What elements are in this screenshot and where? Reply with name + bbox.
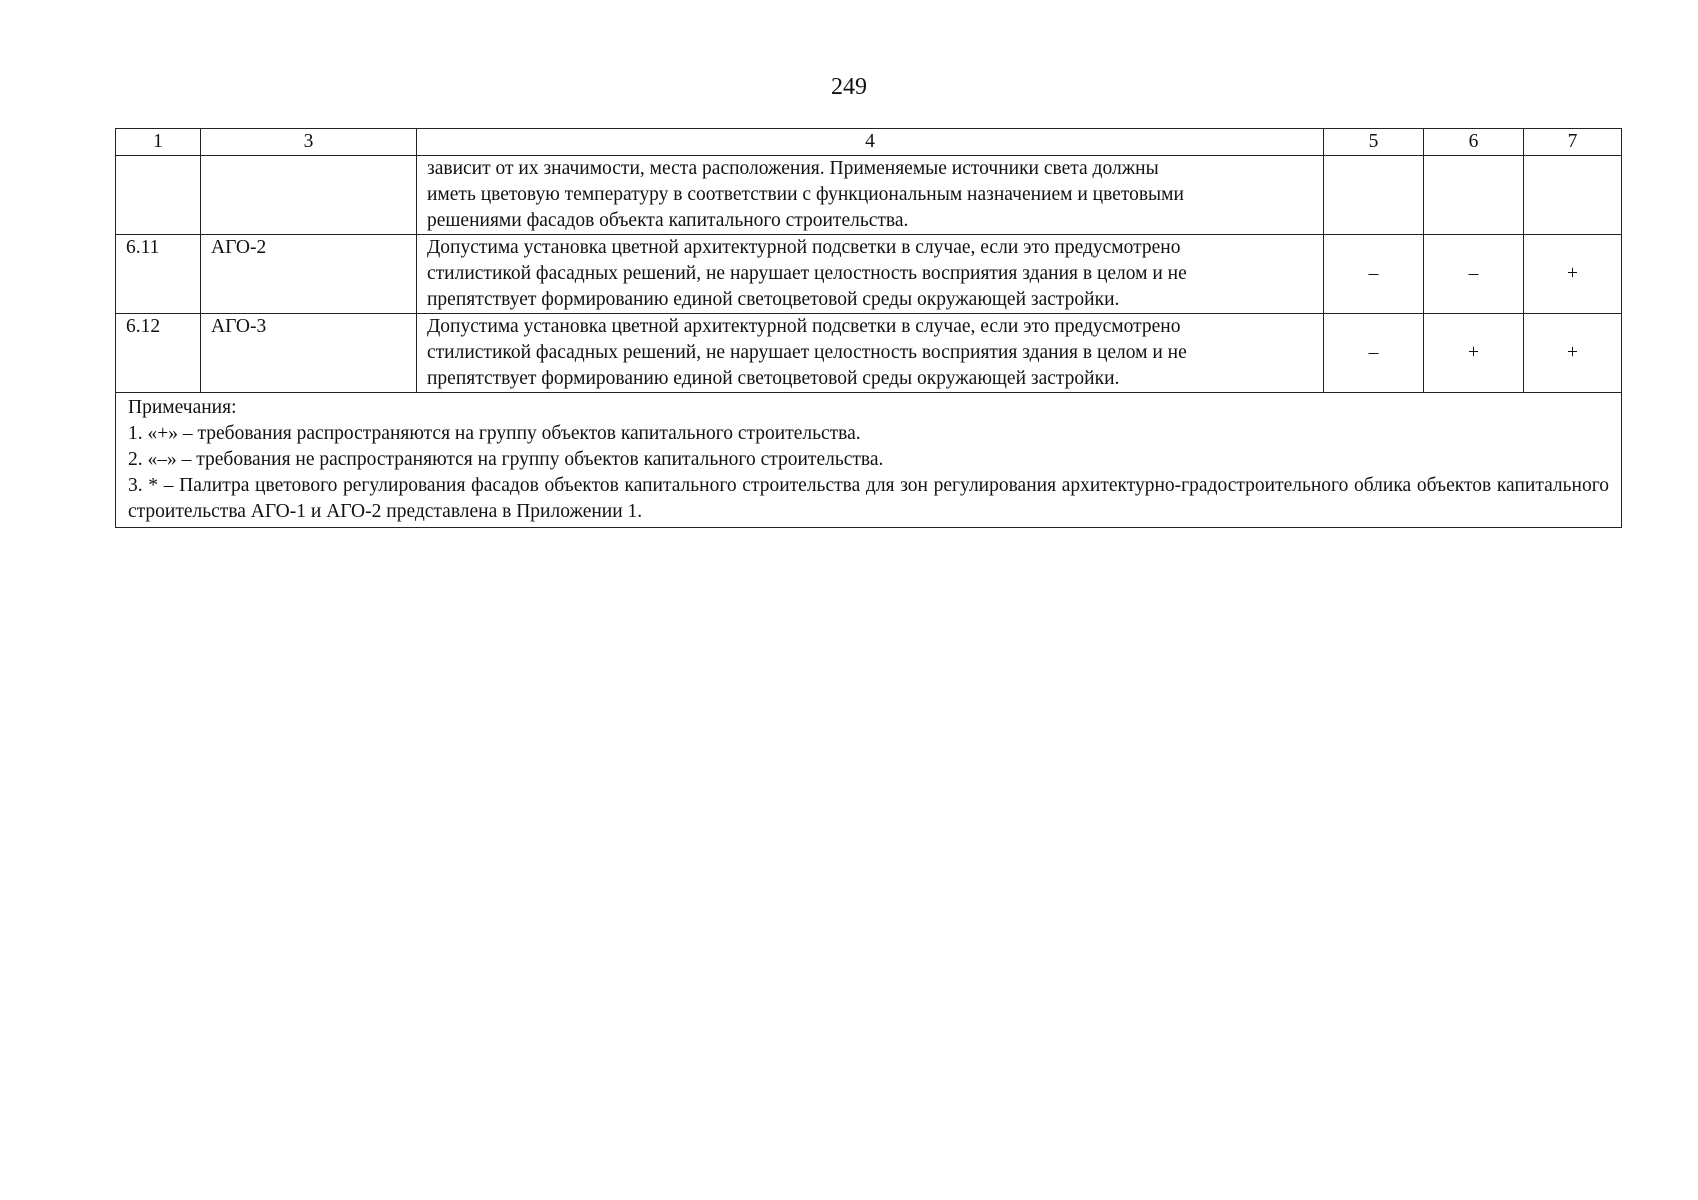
- row-number-cell: 6.11: [116, 235, 201, 314]
- row-number-cell: 6.12: [116, 314, 201, 393]
- zone-cell: АГО-2: [201, 235, 417, 314]
- column-header: 5: [1324, 129, 1424, 156]
- mark-cell: +: [1424, 314, 1524, 393]
- mark-cell: +: [1524, 314, 1622, 393]
- notes-cell: [116, 393, 1622, 528]
- column-header: 3: [201, 129, 417, 156]
- column-header: 1: [116, 129, 201, 156]
- text-line: препятствует формированию единой светоцветовой среды окружающей застройки.: [427, 368, 1120, 389]
- note-item: 2. «–» – требования не распространяются на группу объектов капитального строительства.: [128, 449, 884, 470]
- mark-cell: –: [1324, 314, 1424, 393]
- text-line: Допустима установка цветной архитектурной подсветки в случае, если это предусмотрено: [427, 237, 1181, 258]
- mark-cell: +: [1524, 235, 1622, 314]
- zone-cell: АГО-3: [201, 314, 417, 393]
- table-row: [116, 235, 1622, 314]
- requirements-table: [115, 128, 1622, 528]
- mark-cell: [1524, 156, 1622, 235]
- notes-title: Примечания:: [128, 397, 237, 418]
- table-row: [116, 156, 1622, 235]
- requirement-text-cell: [417, 314, 1324, 393]
- mark-cell: [1424, 156, 1524, 235]
- note-item: 1. «+» – требования распространяются на группу объектов капитального строительства.: [128, 423, 861, 444]
- requirement-text-cell: [417, 235, 1324, 314]
- text-line: стилистикой фасадных решений, не нарушает целостность восприятия здания в целом и не: [427, 263, 1187, 284]
- note-item: 3. * – Палитра цветового регулирования фасадов объектов капитального строительства для зон регулирования архитектурно-градостроительного облика объектов капитального строительства АГО-1 и АГО-2 представлена в Приложении 1.: [128, 475, 1609, 522]
- text-line: стилистикой фасадных решений, не нарушает целостность восприятия здания в целом и не: [427, 342, 1187, 363]
- mark-cell: [1324, 156, 1424, 235]
- zone-cell: [201, 156, 417, 235]
- column-header: 4: [417, 129, 1324, 156]
- column-header: 6: [1424, 129, 1524, 156]
- text-line: препятствует формированию единой светоцветовой среды окружающей застройки.: [427, 289, 1120, 310]
- notes-row: [116, 393, 1622, 528]
- requirement-text-cell: [417, 156, 1324, 235]
- mark-cell: –: [1424, 235, 1524, 314]
- page-number: 249: [831, 74, 867, 100]
- text-line: решениями фасадов объекта капитального строительства.: [427, 210, 909, 231]
- row-number-cell: [116, 156, 201, 235]
- table-row: [116, 314, 1622, 393]
- text-line: зависит от их значимости, места расположения. Применяемые источники света должны: [427, 158, 1159, 179]
- column-header: 7: [1524, 129, 1622, 156]
- text-line: иметь цветовую температуру в соответствии с функциональным назначением и цветовыми: [427, 184, 1184, 205]
- table-header-row: [116, 129, 1622, 156]
- text-line: Допустима установка цветной архитектурной подсветки в случае, если это предусмотрено: [427, 316, 1181, 337]
- mark-cell: –: [1324, 235, 1424, 314]
